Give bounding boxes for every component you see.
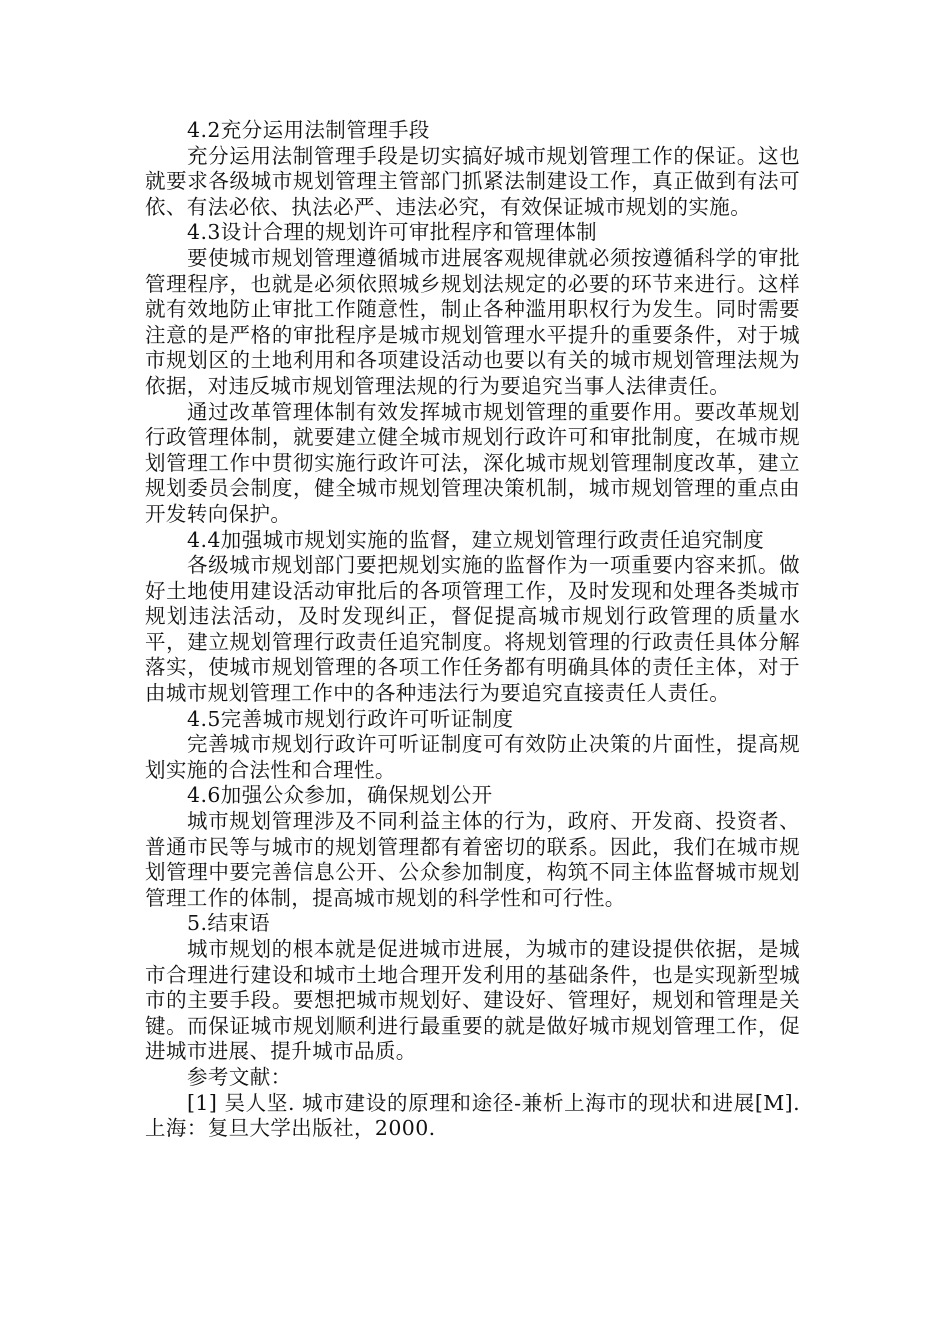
document-page bbox=[145, 118, 800, 1142]
section-heading-4-6: 4.6加强公众参加，确保规划公开 bbox=[187, 783, 493, 808]
references-heading: 参考文献： bbox=[187, 1064, 292, 1089]
paragraph-approval-procedure: 要使城市规划管理遵循城市进展客观规律就必须按遵循科学的审批管理程序，也就是必须依照城乡规划法规定的必要的环节来进行。这样就有效地防止审批工作随意性，制止各种滥用职权行为发生。同时需要注意的是严格的审批程序是城市规划管理水平提升的重要条件，对于城市规划区的土地利用和各项建设活动也要以有关的城市规划管理法规为依据，对违反城市规划管理法规的行为要追究当事人法律责任。 bbox=[145, 245, 800, 398]
paragraph-management-reform: 通过改革管理体制有效发挥城市规划管理的重要作用。要改革规划行政管理体制，就要建立健全城市规划行政许可和审批制度，在城市规划管理工作中贯彻实施行政许可法，深化城市规划管理制度改革，建立规划委员会制度，健全城市规划管理决策机制，城市规划管理的重点由开发转向保护。 bbox=[145, 399, 800, 526]
section-heading-4-5: 4.5完善城市规划行政许可听证制度 bbox=[187, 706, 514, 731]
section-heading-4-3: 4.3设计合理的规划许可审批程序和管理体制 bbox=[187, 220, 598, 245]
reference-item: [1] 吴人坚. 城市建设的原理和途径-兼析上海市的现状和进展[M]. 上海：复旦大学出版社，2000. bbox=[145, 1090, 800, 1141]
paragraph-conclusion: 城市规划的根本就是促进城市进展，为城市的建设提供依据，是城市合理进行建设和城市土地合理开发利用的基础条件，也是实现新型城市的主要手段。要想把城市规划好、建设好、管理好，规划和管理是关键。而保证城市规划顺利进行最重要的就是做好城市规划管理工作，促进城市进展、提升城市品质。 bbox=[145, 937, 800, 1064]
paragraph-legal-management: 充分运用法制管理手段是切实搞好城市规划管理工作的保证。这也就要求各级城市规划管理主管部门抓紧法制建设工作，真正做到有法可依、有法必依、执法必严、违法必究，有效保证城市规划的实施。 bbox=[145, 143, 800, 219]
paragraph-public-participation: 城市规划管理涉及不同利益主体的行为，政府、开发商、投资者、普通市民等与城市的规划管理都有着密切的联系。因此，我们在城市规划管理中要完善信息公开、公众参加制度，构筑不同主体监督城市规划管理工作的体制，提高城市规划的科学性和可行性。 bbox=[145, 809, 800, 910]
section-heading-conclusion: 5.结束语 bbox=[187, 911, 271, 936]
section-heading-4-2: 4.2充分运用法制管理手段 bbox=[187, 118, 430, 142]
paragraph-hearing-system: 完善城市规划行政许可听证制度可有效防止决策的片面性，提高规划实施的合法性和合理性。 bbox=[145, 732, 800, 782]
section-heading-4-4: 4.4加强城市规划实施的监督，建立规划管理行政责任追究制度 bbox=[187, 527, 765, 552]
paragraph-supervision: 各级城市规划部门要把规划实施的监督作为一项重要内容来抓。做好土地使用建设活动审批后的各项管理工作，及时发现和处理各类城市规划违法活动，及时发现纠正，督促提高城市规划行政管理的质量水平，建立规划管理行政责任追究制度。将规划管理的行政责任具体分解落实，使城市规划管理的各项工作任务都有明确具体的责任主体，对于由城市规划管理工作中的各种违法行为要追究直接责任人责任。 bbox=[145, 553, 800, 706]
